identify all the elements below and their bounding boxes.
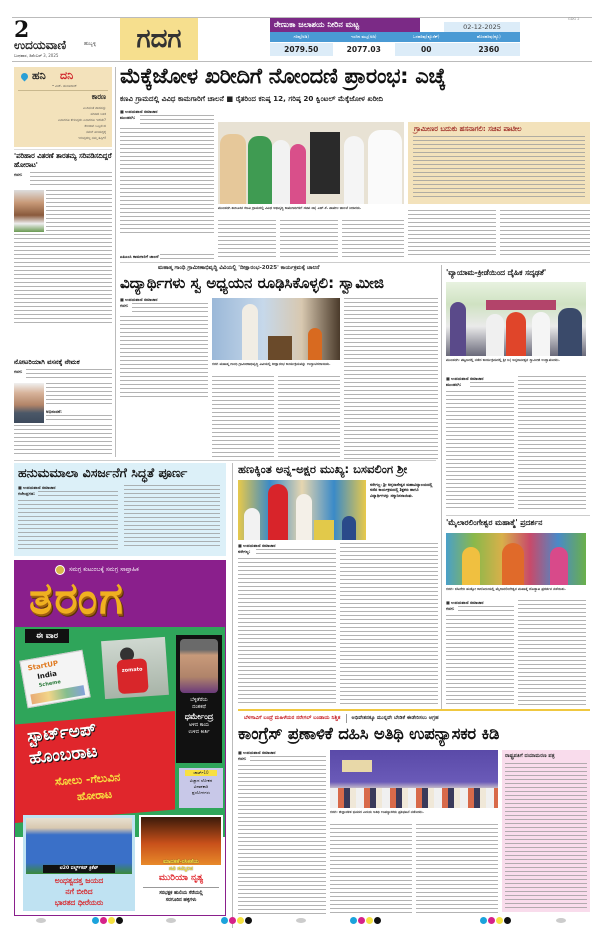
dance-text [141, 859, 221, 872]
hanidani-title-b: ದನಿ [60, 69, 74, 82]
registration-mark [504, 917, 511, 924]
person [220, 134, 246, 204]
cricket-tag: ಟಿ20 ವರ್ಲ್ಡ್‌ಕಪ್ ಕ್ರಿಕೆಟ್ [43, 865, 115, 873]
actor-line: ಅಳಿದ ಕಾಯ [188, 722, 210, 728]
delivery-bag [116, 658, 148, 694]
dance-line: ಮಾದಕತೆ-ರಸಿಕತೆಯ [163, 859, 199, 865]
main-subhead: ಕಣವಿ ಗ್ರಾಮದಲ್ಲಿ ವಿವಿಧ ಕಾಮಗಾರಿಗೆ ಚಾಲನೆ ■ ರೈತರಿಂದ ಕನಿಷ್ಠ 12, ಗರಿಷ್ಠ 20 ಕ್ವಿಂಟಲ್ ಮೆಕ್ಕೆಜೋಳ ಖರೀದಿ [120, 94, 384, 103]
actor-text [176, 697, 222, 736]
hanuma-text [38, 491, 118, 499]
science-box [179, 768, 223, 808]
banner [342, 760, 372, 772]
hanidani-author: • ಎಚ್. ಡುಂಡಿರಾಜ್ [52, 84, 77, 88]
congress-text [330, 824, 412, 915]
reservoir-col-inflow: ಒಳಹರಿವು(ಕ್ಯೂಸೆಕ್) [413, 34, 440, 39]
hanuma-text [18, 500, 118, 550]
science-line: ವಿಜ್ಞಾನ ಲೋಕದ [189, 778, 213, 783]
congress-text [416, 824, 498, 915]
yoga-text [518, 376, 586, 511]
hanuma-byline: ■ ಉದಯವಾಣಿ ಸಮಾಚಾರ [18, 485, 56, 490]
left-story2-headline: ನೋಟರಿಯಾಗಿ ವಸನಕ್ಕೆ ನೇಮಕ [14, 358, 80, 366]
poem-line: ನಮಗೆ ತಿಳಿಯದ್ದಕ್ಕೆ [86, 130, 106, 134]
poem-line: ಎಂದಿನಂತೆ ಪಾಠವನ್ನು [82, 106, 106, 110]
congress-photo [330, 750, 498, 808]
swamiji-text [132, 303, 208, 315]
hanidani-divider [18, 90, 108, 91]
reservoir-value-today: 2077.03 [333, 43, 396, 56]
strip-divider [346, 714, 347, 723]
crowd [330, 788, 498, 808]
startup-label-b: India [36, 669, 58, 681]
congress-byline: ■ ಉದಯವಾಣಿ ಸಮಾಚಾರ [238, 750, 276, 755]
yoga-photo [446, 282, 586, 356]
registration-mark [100, 917, 107, 924]
zomato-label: zomato [121, 666, 143, 674]
reservoir-col-outflow: ಹೊರಹರಿವು(ಕ್ಯೂ) [476, 34, 501, 39]
left-story2-text [46, 383, 112, 407]
section-rule [120, 262, 590, 263]
actor-line: ದಂತಕಥೆ [192, 704, 206, 710]
startup-label-c: Scheme [38, 679, 62, 689]
science-text [179, 778, 223, 796]
registration-mark [358, 917, 365, 924]
actor-line: ಉಳಿದ ಕೀರ್ತಿ [188, 729, 210, 735]
reservoir-value-outflow: 2360 [478, 45, 500, 54]
performer [462, 547, 480, 585]
strip-left: ಬೆಳಗಾವಿಗೆ ಬಂದ್ರೆ ಮಹಿಳೆಯರ ನರೇಗಲ್‌ ಬಂಡಾಯ ನಿಶ್ಚಿತ [244, 714, 341, 721]
person [296, 494, 312, 540]
column-rule [441, 265, 442, 710]
yoga-text [446, 391, 514, 511]
pink-box-title: ರಾಷ್ಟ್ರಪತಿಗೆ ದಯಾಮರಣ ಪತ್ರ [505, 753, 555, 759]
registration-mark [237, 917, 244, 924]
congress-text [250, 756, 326, 764]
hanuma-dateline: ಗಜೇಂದ್ರಗಡ: [18, 491, 36, 496]
dance-line: ಸರಗೂರಿನ ಹಳ್ಳಿಗಳು [165, 898, 197, 903]
left-story2-dateline2: ಅಭಿನಂದನೆ: [46, 409, 62, 414]
mylara-text [458, 606, 514, 614]
reservoir-title: ರೇಣುಕಾ ಜಲಾಶಯ ನೀರಿನ ಮಟ್ಟ [274, 20, 360, 29]
swamiji-byline: ■ ಉದಯವಾಣಿ ಸಮಾಚಾರ [120, 297, 158, 302]
this-week-box [25, 629, 69, 643]
registration-mark [245, 917, 252, 924]
registration-mark [92, 917, 99, 924]
congress-headline: ಕಾಂಗ್ರೆಸ್ ಪ್ರಣಾಳಿಕೆ ದಹಿಸಿ ಅತಿಥಿ ಉಪನ್ಯಾಸಕರ ಕಿಡಿ [238, 724, 500, 743]
swamiji-text [278, 376, 340, 460]
basavalinga-dateline: ನರೇಗಲ್ಲ: [238, 549, 251, 554]
poem-body [58, 105, 106, 141]
person [368, 130, 402, 204]
main-text [280, 220, 338, 258]
congress-dateline: ಗದಗ: [238, 756, 247, 761]
main-text [218, 220, 276, 258]
section-title: ಗದಗ [136, 24, 182, 54]
swamiji-figure [506, 312, 526, 356]
strip-right: ಅಧಿವೇಶನಕ್ಕೂ ಮುನ್ನವೇ ಬೇಡಿಕೆ ಈಡೇರಿಸಲು ಆಗ್ರಹ [351, 714, 439, 721]
podium [268, 336, 292, 360]
strip [238, 713, 590, 723]
person [532, 312, 550, 356]
page-number: 2 [14, 17, 30, 43]
dance-line: ಸವಿ ಸಮ್ಮಿಲನ [169, 865, 193, 872]
dance-title: ಮುರಿಯಾ ನೃತ್ಯ [158, 873, 204, 883]
left-story2-text [14, 425, 112, 457]
main-text [500, 210, 590, 258]
reservoir-header-row [270, 32, 520, 42]
dance-panel [139, 815, 223, 911]
reservoir-col-max: ಗರಿಷ್ಠ(ಅಡಿ) [293, 34, 309, 39]
mylara-text [446, 615, 514, 705]
main-subsection: ಎಪಿಎಂಸಿ ಕಾಮಗಾರಿಗೆ ಚಾಲನೆ [120, 254, 159, 259]
performer [550, 547, 568, 585]
main-headline: ಮೆಕ್ಕೆಜೋಳ ಖರೀದಿಗೆ ನೋಂದಣಿ ಪ್ರಾರಂಭ: ಎಚ್ಕೆ [120, 64, 446, 88]
chair [314, 520, 334, 540]
hanidani-title-a: ಹನಿ [32, 69, 46, 82]
swamiji-photo [212, 298, 340, 360]
registration-mark [229, 917, 236, 924]
dance-line: ಸರಭಕ್ಷಕ ಹುಲಿಯ ಸೆರೆಯಲ್ಲಿ [159, 891, 203, 896]
science-line: ವಿನಾಶಕಾರಿ [193, 784, 209, 789]
taranga-ad[interactable] [14, 560, 226, 916]
registration-mark [488, 917, 495, 924]
left-story1-text [14, 234, 112, 324]
person [272, 140, 290, 204]
main-text [408, 210, 496, 258]
registration-mark [108, 917, 115, 924]
main-text [342, 220, 404, 258]
pink-box [502, 750, 590, 912]
swamiji-figure [268, 484, 288, 540]
main-text [140, 115, 214, 127]
registration-mark [350, 917, 357, 924]
swamiji-text [344, 298, 438, 460]
pink-box-text [505, 763, 587, 908]
startup-label-a: StartUP [27, 659, 59, 673]
left-story1-text [30, 172, 112, 188]
reservoir-value-max: 2079.50 [284, 45, 319, 54]
mylara-text [518, 600, 586, 705]
cricket-text [23, 875, 135, 908]
left-rule [14, 149, 112, 150]
registration-mark [480, 917, 487, 924]
reservoir-date-box [444, 22, 520, 32]
taranga-logo: ತರಂಗ [29, 573, 125, 624]
speaker [242, 304, 258, 360]
person [342, 516, 356, 540]
congress-text [238, 765, 326, 915]
left-story2-photo [14, 383, 44, 423]
swamiji-text [212, 376, 274, 460]
swamiji-dateline: ಗದಗ: [120, 303, 129, 308]
registration-mark [496, 917, 503, 924]
actor-photo [180, 639, 218, 693]
dance-sub [141, 890, 221, 904]
dance-photo [141, 817, 221, 865]
registration-mark [116, 917, 123, 924]
left-story1-dateline: ಗದಗ: [14, 172, 23, 177]
crop-mark [296, 918, 306, 923]
paper-name: ಉದಯವಾಣಿ [14, 38, 67, 52]
basavalinga-text [340, 543, 438, 706]
person [486, 314, 504, 356]
main-dateline: ಮುಂಡರಗಿ: [120, 115, 136, 120]
section-rule [446, 515, 590, 516]
cover-sub-1: ಸೋಲು -ಗೆಲುವಿನ [54, 770, 121, 789]
main-text [160, 254, 214, 259]
performer [502, 543, 524, 585]
reservoir-col-today: ಇಂದಿನ ಮಟ್ಟ(ಅಡಿ) [351, 34, 377, 39]
cricket-line: ಭಾರತದ ಧೀರೆಯರು [54, 898, 104, 907]
hanuma-text [124, 485, 220, 549]
actor-name: ಧರ್ಮೇಂದ್ರ [184, 712, 214, 721]
crop-mark [556, 918, 566, 923]
registration-mark [366, 917, 373, 924]
left-story1-text [46, 190, 112, 232]
zomato-photo [101, 637, 169, 699]
mylara-headline: 'ಮೈಲಾರಲಿಂಗೇಶ್ವರ ಮಹಾತ್ಮೆ' ಪ್ರದರ್ಶನ [446, 518, 543, 527]
cover-title-1: ಸ್ಟಾರ್ಟ್‌ಅಪ್ [26, 719, 98, 747]
drop-icon [20, 72, 30, 82]
seated-person [308, 328, 322, 360]
left-story2-text [46, 415, 112, 423]
edition-tag: ಹುಬ್ಬಳ್ಳಿ [84, 41, 97, 47]
plaque [310, 132, 340, 194]
person [290, 144, 306, 204]
masthead-rule [12, 61, 592, 62]
basavalinga-photo-caption: ನರೇಗಲ್ಲ: ಶ್ರೀ ಅನ್ನದಾನೇಶ್ವರ ಮಹಾವಿದ್ಯಾಲಯದಲ್ಲಿ ನಡೆದ ಕಾರ್ಯಕ್ರಮದಲ್ಲಿ ಶಿಕ್ಷಕರು ಹಾಗೂ ವಿದ್ಯಾರ್ಥಿಗಳನ್ನು ಸನ್ಮಾನಿಸಲಾಯಿತು. [370, 482, 433, 498]
registration-mark [374, 917, 381, 924]
swamiji-headline: ವಿದ್ಯಾರ್ಥಿಗಳು ಸ್ವ ಅಧ್ಯಯನ ರೂಢಿಸಿಕೊಳ್ಳಲಿ: ಸ್ವಾಮೀಜಿ [120, 274, 384, 292]
left-story2-text [26, 369, 112, 381]
cricket-line: ಅಂಧತ್ವದತ್ತ ಜಯದ [54, 876, 104, 885]
page-code: GDG 2 [568, 17, 580, 21]
person [450, 302, 466, 356]
sidebar-box [408, 122, 590, 204]
main-photo [218, 122, 404, 204]
taranga-tagline: ಸಮಗ್ರ ಕುಟುಂಬಕ್ಕೆ ಸಮಗ್ರ ಸಾಪ್ತಾಹಿಕ [69, 566, 139, 573]
sidebar-title: ಗ್ರಾಮೀಣರ ಬದುಕು ಹಸನಾಗಲಿ: ಸಚಿವ ಪಾಟೀಲ [414, 125, 522, 133]
basavalinga-byline: ■ ಉದಯವಾಣಿ ಸಮಾಚಾರ [238, 543, 276, 548]
column-rule [232, 463, 233, 928]
poem-line: ಮಾಡಿದ ಬಳಿಕ [90, 112, 106, 116]
crop-mark [36, 918, 46, 923]
this-week-label: ಈ ವಾರ [36, 631, 58, 640]
section-rule [14, 460, 436, 461]
reservoir-date: 02-12-2025 [463, 23, 501, 31]
swamiji-kicker: ಮಹಾತ್ಮ ಗಾಂಧಿ ಗ್ರಾಮೀಣಾಭಿವೃದ್ಧಿ ವಿವಿಯಲ್ಲಿ 'ದೀಕ್ಷಾರಂಭ-2025' ಕಾರ್ಯಕ್ರಮಕ್ಕೆ ಚಾಲನೆ [158, 265, 320, 271]
person [244, 508, 260, 540]
yoga-byline: ■ ಉದಯವಾಣಿ ಸಮಾಚಾರ [446, 376, 484, 381]
hanuma-headline: ಹನುಮಮಾಲಾ ವಿಸರ್ಜನೆಗೆ ಸಿದ್ಧತೆ ಪೂರ್ಣ [18, 465, 188, 480]
congress-photo-caption: ಗದಗ: ಜಿಲ್ಲಾಡಳಿತ ಭವನದ ಎದುರು ಅತಿಥಿ ಉಪನ್ಯಾಸಕರು ಪ್ರತಿಭಟನೆ ನಡೆಸಿದರು. [330, 810, 424, 814]
yoga-text [470, 382, 514, 390]
reservoir-title-box [270, 18, 420, 32]
yoga-headline: 'ವ್ಯಾಯಾಮ-ಕ್ರೀಡೆಯಿಂದ ದೈಹಿಕ ಸದೃಢತೆ' [446, 268, 547, 277]
mylara-byline: ■ ಉದಯವಾಣಿ ಸಮಾಚಾರ [446, 600, 484, 605]
cricket-panel [23, 815, 135, 911]
yoga-dateline: ಮುಂಡರಗಿ: [446, 382, 462, 387]
basavalinga-headline: ಹಣಕ್ಕಿಂತ ಅನ್ನ-ಅಕ್ಷರ ಮುಖ್ಯ: ಬಸವಲಿಂಗ ಶ್ರೀ [238, 462, 408, 476]
sidebar-text [413, 136, 585, 200]
poem-line: ಏನಾದರೂ ಕೇಳುವುದು ಏನಾದರೂ ಇದೆಯೆ? [58, 118, 106, 122]
registration-mark [221, 917, 228, 924]
column-rule [115, 67, 116, 457]
science-tag: ಚಾರ್ಟ್10 [185, 770, 217, 776]
date-line: ಬುಧವಾರ, ಡಿಸೆಂಬರ್ 3, 2025 [14, 53, 59, 58]
poem-line: ಇರುವುದಲ್ಲ ನಮ್ಮ ತಪ್ಪಿಗೆ! [78, 136, 106, 140]
basavalinga-text [238, 558, 336, 706]
reservoir-value-inflow: 00 [421, 45, 432, 54]
left-story2-dateline: ಗದಗ: [14, 369, 23, 374]
reservoir-value-row [270, 43, 520, 56]
poem-line: ಕೇಳಿದಾಗ ಒಬ್ಬನೆಂದ [84, 124, 106, 128]
hanidani-box [14, 67, 112, 147]
cricket-line: ನಗೆ ಬೀರಿದ [65, 887, 93, 896]
banner [486, 300, 556, 310]
person [248, 136, 272, 204]
swamiji-photo-caption: ಗದಗ ಮಹಾತ್ಮ ಗಾಂಧಿ ಗ್ರಾಮೀಣಾಭಿವೃದ್ಧಿ ವಿವಿಯಲ್ಲಿ ದೀಕ್ಷಾರಂಭ ಕಾರ್ಯಕ್ರಮವನ್ನು ಉದ್ಘಾಟಿಸಲಾಯಿತು. [212, 362, 331, 366]
science-line: ಪ್ರಯೋಗಗಳು [191, 790, 211, 795]
hanuma-box [14, 463, 226, 556]
person [558, 308, 582, 356]
poem-title: ಕಾರಣ [91, 93, 106, 101]
basavalinga-photo [238, 480, 366, 540]
strip-rule [238, 709, 590, 711]
basavalinga-text [256, 549, 336, 557]
mylara-photo-caption: ಗದಗ: ಬೆಟಗೇರಿ ಹುಡ್ಕೋ ಕಾಲೋನಿಯಲ್ಲಿ ಮೈಲಾರಲಿಂಗೇಶ್ವರ ಮಹಾತ್ಮೆ ದೊಡ್ಡಾಟ ಪ್ರದರ್ಶನ ನಡೆಯಿತು. [446, 587, 566, 591]
left-story1-headline: 'ಪರಿಹಾರ ವಿತರಣೆ ತಾರತಮ್ಯ ಸರಿಪಡಿಸದಿದ್ದರೆ ಹೋರಾಟ' [14, 152, 112, 169]
section-banner [120, 18, 198, 60]
left-story1-photo [14, 190, 44, 232]
dance-divider [143, 887, 219, 888]
cover-sub-2: ಹೋರಾಟ [76, 787, 113, 804]
person [344, 136, 364, 204]
main-text [120, 128, 214, 236]
cover-title-2: ಹೊಂಬರಾಟ [28, 741, 99, 769]
mylara-photo [446, 533, 586, 585]
swamiji-text [120, 316, 208, 398]
yoga-photo-caption: ಮುಂಡರಗಿ: ಪಟ್ಟಣದಲ್ಲಿ ನಡೆದ ಕಾರ್ಯಕ್ರಮದಲ್ಲಿ ಶ್ರೀ ಜ| ಅನ್ನದಾನೀಶ್ವರ ಸ್ವಾಮೀಜಿ ಉದ್ಘಾಟಿಸಿದರು. [446, 358, 560, 362]
main-byline: ■ ಉದಯವಾಣಿ ಸಮಾಚಾರ [120, 109, 158, 114]
actor-line: ಬೆಳ್ಳಿತೆರೆಯ [190, 697, 208, 703]
actor-box [176, 635, 222, 763]
main-photo-caption: ಮುಂಡರಗಿ ತಾಲೂಕಿನ ಕಣವಿ ಗ್ರಾಮದಲ್ಲಿ ವಿವಿಧ ಅಭಿವೃದ್ಧಿ ಕಾಮಗಾರಿಗಳಿಗೆ ಸಚಿವ ಡಾ| ಎಚ್.ಕೆ. ಪಾಟೀಲ ಚಾಲನೆ ನೀಡಿದರು. [218, 206, 362, 210]
mylara-dateline: ಗದಗ: [446, 606, 455, 611]
crop-mark [166, 918, 176, 923]
